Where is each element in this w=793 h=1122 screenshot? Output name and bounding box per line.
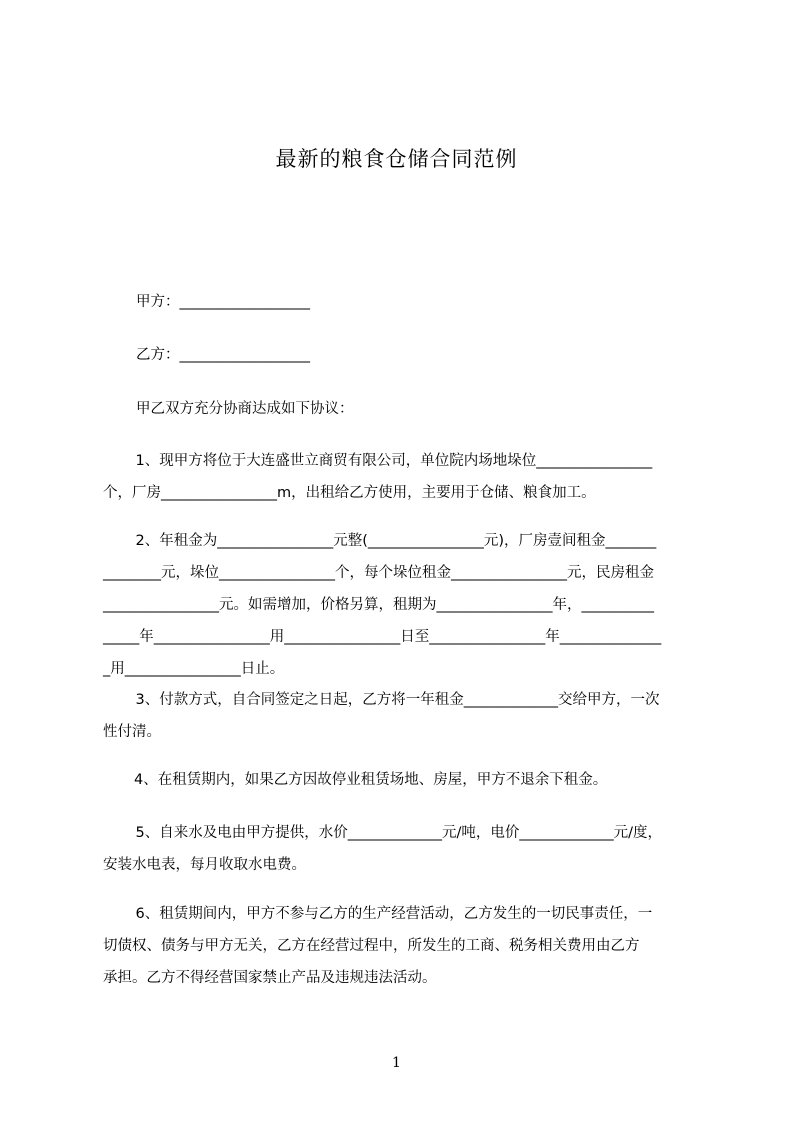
page-number: 1 [392,1055,401,1071]
clause-4-line-1: 4、在租赁期内，如果乙方因故停业租赁场地、房屋，甲方不退余下租金。 [134,772,608,788]
clause-2-line-4: _____年________________用________________日至________________年______________ [103,629,662,645]
party-a-line: 甲方：__________________ [136,294,310,310]
party-b-line: 乙方：__________________ [136,347,310,363]
clause-5-line-1: 5、自来水及电由甲方提供，水价_____________元/吨，电价_____________元/度， [121,825,662,841]
clause-2-line-5: _用________________日止。 [103,661,285,677]
clause-2 [103,525,707,685]
clause-2-line-1: 2、年租金为________________元整(________________元)，厂房壹间租金_______ [121,533,657,549]
clause-3-line-1: 3、付款方式，自合同签定之日起，乙方将一年租金_____________交给甲方，一次 [121,692,660,708]
clause-5 [103,817,707,881]
clause-1-line-2: 个，厂房________________m，出租给乙方使用，主要用于仓储、粮食加工。 [103,485,596,501]
clause-6 [103,898,707,994]
clause-3 [103,684,707,748]
clause-6-line-3: 承担。乙方不得经营国家禁止产品及违规违法活动。 [103,970,437,986]
clause-3-line-2: 性付清。 [103,724,161,740]
clause-2-line-2: ________元，垛位________________个，每个垛位租金________________元，民房租金 [103,565,654,581]
clause-5-line-2: 安装水电表，每月收取水电费。 [103,857,306,873]
document-title: 最新的粮食仓储合同范例 [275,147,518,171]
clause-6-line-2: 切债权、债务与甲方无关，乙方在经营过程中，所发生的工商、税务相关费用由乙方 [103,938,640,954]
clause-2-line-3: ________________元。如需增加，价格另算，租期为________________年，__________ [103,597,654,613]
clause-4 [134,764,738,796]
clause-6-line-1: 6、租赁期间内，甲方不参与乙方的生产经营活动，乙方发生的一切民事责任，一 [121,906,653,922]
clause-1 [103,445,707,509]
clause-1-line-1: 1、现甲方将位于大连盛世立商贸有限公司，单位院内场地垛位________________ [121,453,653,469]
intro-paragraph: 甲乙双方充分协商达成如下协议： [136,401,354,417]
